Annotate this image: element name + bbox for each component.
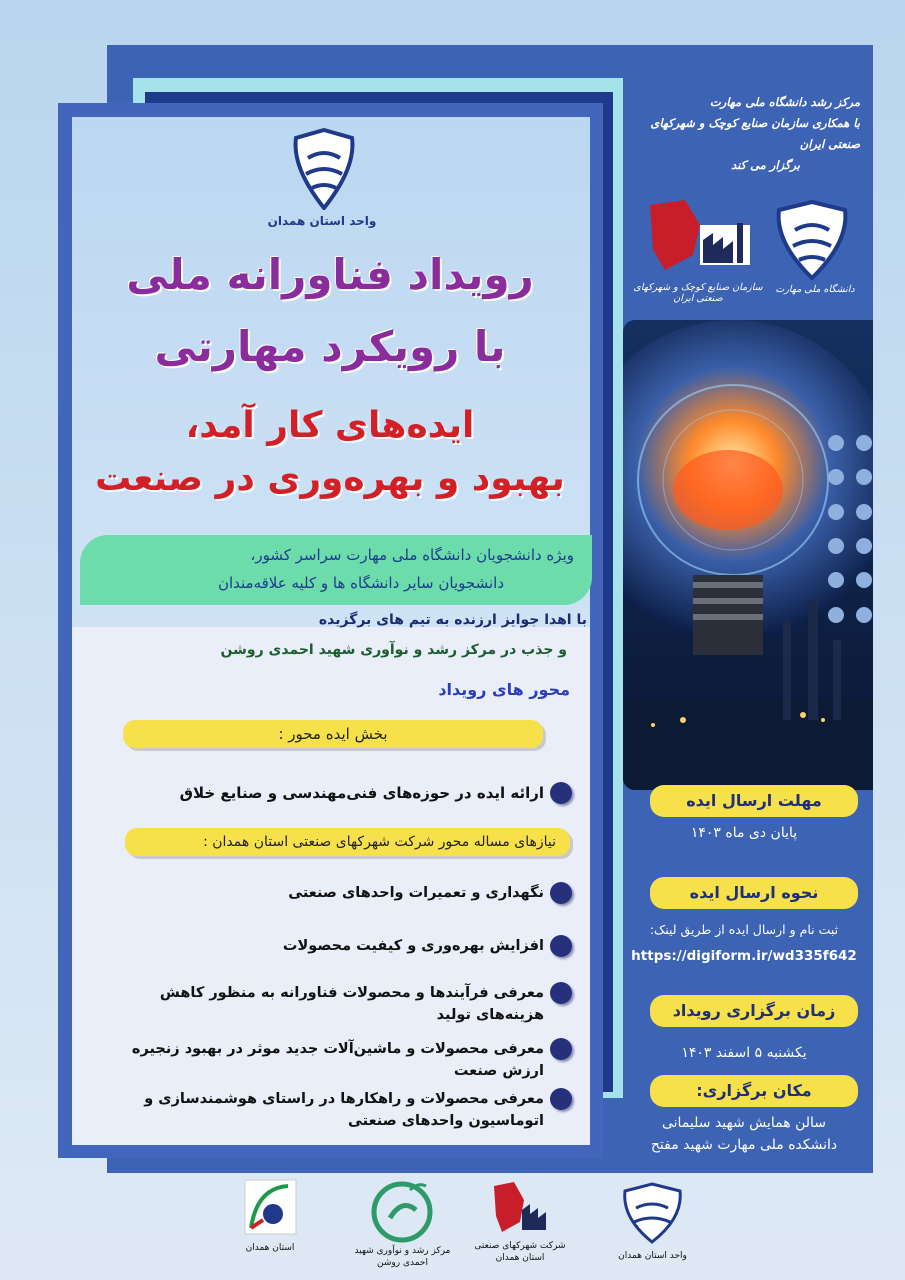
event-time-value: یکشنبه ۵ اسفند ۱۴۰۳ (681, 1045, 807, 1061)
list-item (102, 1088, 572, 1132)
dot (828, 572, 844, 588)
industrial-towns-logo (645, 195, 765, 280)
organizer-line1: مرکز رشد دانشگاه ملی مهارت (709, 95, 860, 109)
subtitle-line1: ایده‌های کار آمد، (185, 405, 475, 446)
skill-university-logo (290, 128, 358, 210)
footer-logo-growth-center (370, 1180, 435, 1245)
list-item-text: نگهداری و تعمیرات واحدهای صنعتی (288, 885, 544, 901)
list-item-text: معرفی فرآیندها و محصولات فناورانه به منظور کاهش هزینه‌های تولید (159, 985, 544, 1023)
footer-label: استان همدان (245, 1243, 295, 1253)
audience-box (80, 535, 592, 605)
dot (828, 504, 844, 520)
footer-logo-tech-park (243, 1178, 298, 1236)
audience-line2: دانشجویان سایر دانشگاه ها و کلیه علاقه‌مندان (217, 574, 504, 592)
bullet-icon (550, 935, 572, 957)
list-item (102, 935, 572, 957)
idea-section-label: بخش ایده محور : (278, 725, 388, 743)
skill-university-side-label: دانشگاه ملی مهارت (775, 284, 855, 295)
footer-label: مرکز رشد و نوآوری شهید احمدی روشن (354, 1246, 451, 1268)
dot (856, 469, 872, 485)
submission-label: نحوه ارسال ایده (650, 877, 858, 909)
list-item-text: افزایش بهره‌وری و کیفیت محصولات (282, 938, 544, 954)
list-item (102, 1038, 572, 1082)
skill-university-side-logo (775, 200, 850, 280)
audience-line1: ویژه دانشجویان دانشگاه ملی مهارت سراسر کشور، (250, 546, 574, 564)
organizer-text (625, 92, 860, 176)
bullet-icon (550, 882, 572, 904)
organizer-line3: برگزار می کند (731, 158, 800, 172)
dot (856, 572, 872, 588)
dot (856, 538, 872, 554)
deadline-value: پایان دی ماه ۱۴۰۳ (690, 825, 798, 841)
needs-bar (125, 828, 570, 856)
dot (856, 435, 872, 451)
venue-line1: سالن همایش شهید سلیمانی (661, 1115, 827, 1131)
idea-item (102, 782, 572, 804)
logo-caption: واحد استان همدان (267, 214, 377, 228)
footer-logo-industrial-towns (490, 1178, 550, 1238)
footer-label: واحد استان همدان (618, 1251, 687, 1261)
bullet-icon (550, 982, 572, 1004)
deadline-label: مهلت ارسال ایده (650, 785, 858, 817)
list-item (102, 982, 572, 1026)
dot (828, 469, 844, 485)
footer-logo-skill-university (620, 1182, 685, 1244)
venue-label: مکان برگزاری: (650, 1075, 858, 1107)
footer-label: شرکت شهرکهای صنعتی استان همدان (474, 1241, 566, 1263)
axes-title: محور های رویداد (438, 680, 570, 699)
main-title-line2: با رویکرد مهارتی (154, 322, 506, 371)
dot (828, 538, 844, 554)
idea-section-bar (123, 720, 543, 748)
dot (856, 607, 872, 623)
submission-value: ثبت نام و ارسال ایده از طریق لینک: (649, 922, 839, 937)
organizer-line2: با همکاری سازمان صنایع کوچک و شهرکهای صنعتی ایران (650, 116, 860, 151)
dot (828, 607, 844, 623)
submission-link[interactable]: https://digiform.ir/wd335f642 (631, 948, 857, 964)
idea-item-text: ارائه ایده در حوزه‌های فنی‌مهندسی و صنایع خلاق (179, 784, 544, 802)
bullet-icon (550, 782, 572, 804)
event-time-label: زمان برگزاری رویداد (650, 995, 858, 1027)
bullet-icon (550, 1038, 572, 1060)
venue-line2: دانشکده ملی مهارت شهید مفتح (650, 1137, 838, 1153)
list-item-text: معرفی محصولات و راهکارها در راستای هوشمندسازی و اتوماسیون واحدهای صنعتی (144, 1091, 544, 1129)
industrial-towns-label: سازمان صنایع کوچک و شهرکهای صنعتی ایران (633, 282, 763, 304)
list-item (102, 882, 572, 904)
needs-title: نیازهای مساله محور شرکت شهرکهای صنعتی استان همدان : (203, 834, 556, 850)
dot (828, 435, 844, 451)
subtitle-line2: بهبود و بهره‌وری در صنعت (95, 458, 565, 499)
dot (856, 504, 872, 520)
decorative-dots (822, 435, 872, 625)
prize-line2: و جذب در مرکز رشد و نوآوری شهید احمدی روشن (220, 642, 567, 658)
prize-line1: با اهدا جوایز ارزنده به تیم های برگزیده (318, 612, 587, 628)
bullet-icon (550, 1088, 572, 1110)
main-title-line1: رویداد فناورانه ملی (126, 250, 534, 299)
list-item-text: معرفی محصولات و ماشین‌آلات جدید موثر در بهبود زنجیره ارزش صنعت (131, 1041, 544, 1079)
